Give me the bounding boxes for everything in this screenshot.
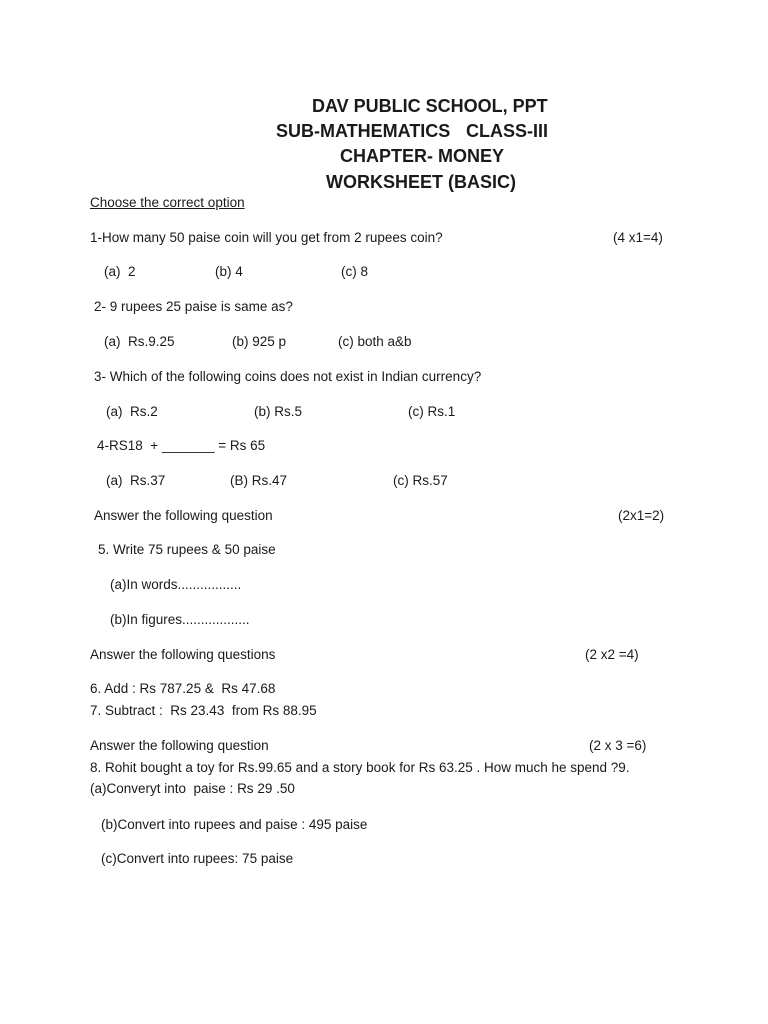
q3-option-a: (a) Rs.2 xyxy=(106,404,158,419)
question-8: 8. Rohit bought a toy for Rs.99.65 and a story book for Rs 63.25 . How much he spend ?9. xyxy=(90,760,630,775)
q1-option-b: (b) 4 xyxy=(215,264,243,279)
question-3: 3- Which of the following coins does not exist in Indian currency? xyxy=(94,369,482,384)
school-name: DAV PUBLIC SCHOOL, PPT xyxy=(312,96,548,116)
section1-heading: Choose the correct option xyxy=(90,195,245,210)
q1-option-a: (a) 2 xyxy=(104,264,136,279)
q9-part-b: (b)Convert into rupees and paise : 495 paise xyxy=(101,817,368,832)
section1-marks: (4 x1=4) xyxy=(613,230,663,245)
q2-option-c: (c) both a&b xyxy=(338,334,412,349)
q5-part-a: (a)In words................. xyxy=(110,577,242,592)
section3-marks: (2 x2 =4) xyxy=(585,647,639,662)
question-7: 7. Subtract : Rs 23.43 from Rs 88.95 xyxy=(90,703,317,718)
q9-part-c: (c)Convert into rupees: 75 paise xyxy=(101,851,294,866)
question-6: 6. Add : Rs 787.25 & Rs 47.68 xyxy=(90,681,276,696)
q9-part-a: (a)Converyt into paise : Rs 29 .50 xyxy=(90,781,295,796)
q5-part-b: (b)In figures.................. xyxy=(110,612,250,627)
worksheet-title: WORKSHEET (BASIC) xyxy=(326,172,516,192)
section2-heading: Answer the following question xyxy=(94,508,273,523)
section4-marks: (2 x 3 =6) xyxy=(589,738,647,753)
question-2: 2- 9 rupees 25 paise is same as? xyxy=(94,299,293,314)
question-4: 4-RS18 + _______ = Rs 65 xyxy=(97,438,266,453)
q3-option-b: (b) Rs.5 xyxy=(254,404,303,419)
q4-option-c: (c) Rs.57 xyxy=(393,473,448,488)
section4-heading: Answer the following question xyxy=(90,738,269,753)
section2-marks: (2x1=2) xyxy=(618,508,665,523)
q2-option-a: (a) Rs.9.25 xyxy=(104,334,175,349)
q4-option-a: (a) Rs.37 xyxy=(106,473,166,488)
q3-option-c: (c) Rs.1 xyxy=(408,404,456,419)
chapter-title: CHAPTER- MONEY xyxy=(340,146,505,166)
subject-title: SUB-MATHEMATICS xyxy=(276,121,451,141)
q4-option-b: (B) Rs.47 xyxy=(230,473,288,488)
question-5: 5. Write 75 rupees & 50 paise xyxy=(98,542,276,557)
q2-option-b: (b) 925 p xyxy=(232,334,287,349)
question-1: 1-How many 50 paise coin will you get from 2 rupees coin? xyxy=(90,230,443,245)
class-title: CLASS-III xyxy=(466,121,549,141)
section3-heading: Answer the following questions xyxy=(90,647,276,662)
q1-option-c: (c) 8 xyxy=(341,264,368,279)
